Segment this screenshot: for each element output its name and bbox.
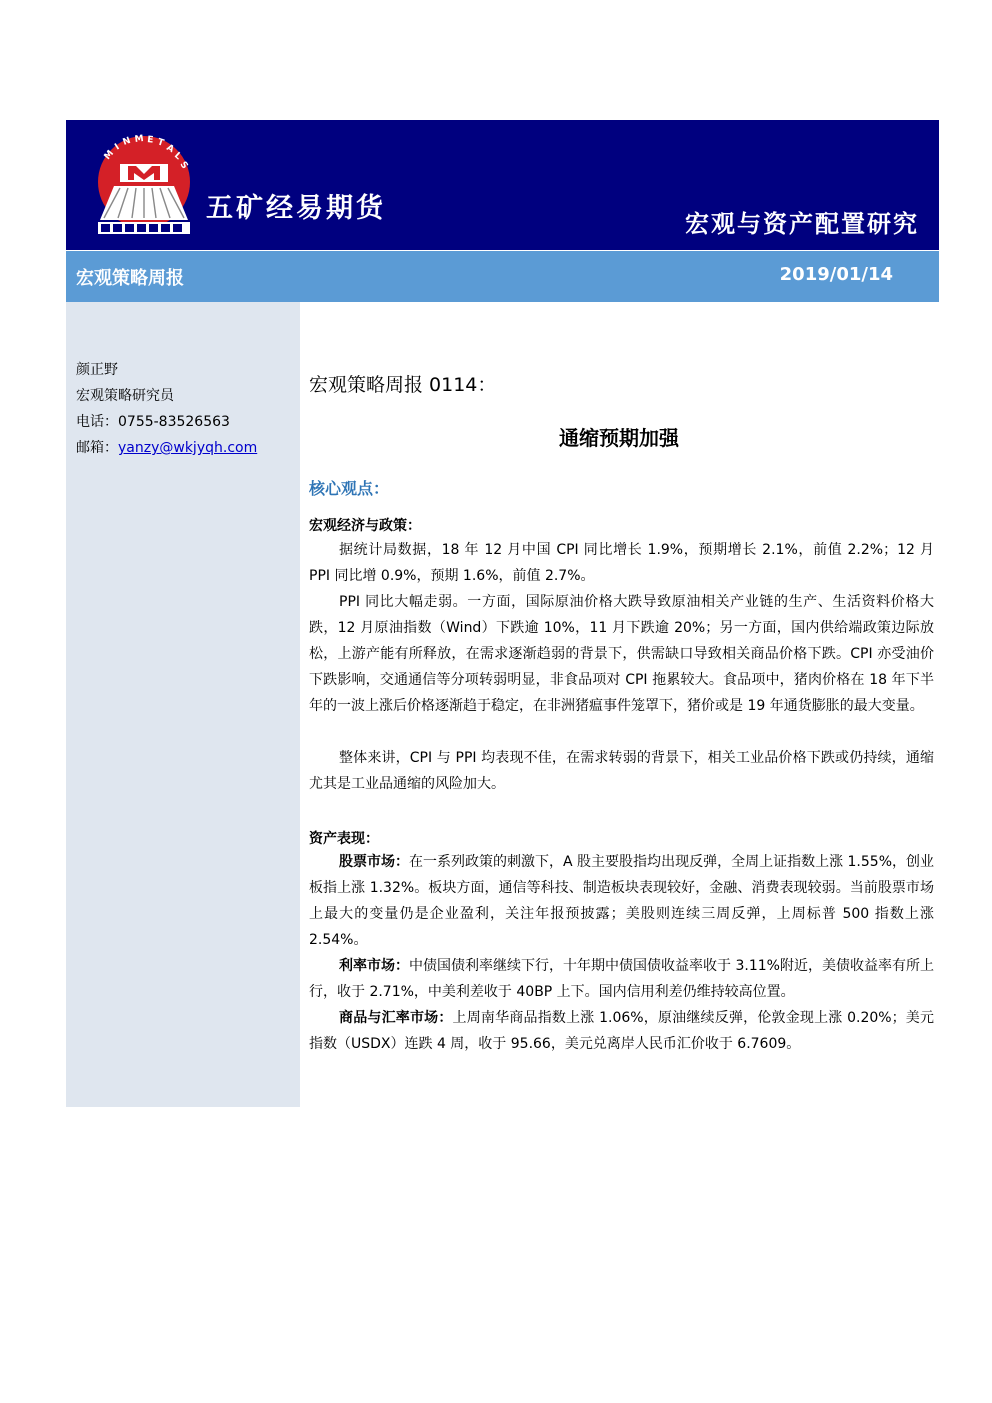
svg-text:M: M: [102, 148, 117, 162]
svg-text:S: S: [177, 159, 190, 172]
minmetals-logo-icon: [90, 130, 198, 238]
report-type: 宏观策略周报: [76, 268, 184, 289]
header-banner: [66, 120, 939, 250]
svg-text:I: I: [113, 142, 122, 153]
stock-market-text: 在一系列政策的刺激下，A 股主要股指均出现反弹，全周上证指数上涨 1.55%，创业板指上涨 1.32%。板块方面，通信等科技、制造板块表现较好，金融、消费表现较弱。当前股票市场上最大的变量仍是企业盈利，关注年报预披露；美股则连续三周反弹，上周标普 500 指数上涨 2.54%。: [309, 854, 935, 948]
rate-market-paragraph: [309, 953, 934, 1005]
report-title: 宏观策略周报 0114：: [309, 374, 497, 396]
division-title: 宏观与资产配置研究: [685, 210, 919, 238]
svg-text:E: E: [146, 135, 154, 146]
commodity-fx-label: 商品与汇率市场：: [339, 1010, 453, 1026]
rate-market-text: 中债国债利率继续下行，十年期中债国债收益率收于 3.11%附近，美债收益率有所上行，收于 2.71%，中美利差收于 40BP 上下。国内信用利差仍维持较高位置。: [309, 958, 934, 1000]
stock-market-paragraph: [309, 849, 934, 953]
email-link[interactable]: yanzy@wkjyqh.com: [118, 440, 258, 456]
rate-market-label: 利率市场：: [339, 958, 410, 974]
svg-text:L: L: [171, 150, 183, 163]
svg-text:T: T: [156, 137, 166, 149]
company-name: 五矿经易期货: [206, 193, 386, 224]
author-phone: [76, 411, 230, 431]
author-name: 颜正野: [76, 362, 118, 378]
report-subheader: [66, 250, 939, 302]
headline: 通缩预期加强: [559, 426, 679, 450]
svg-text:M: M: [134, 133, 145, 145]
svg-text:N: N: [121, 135, 133, 148]
macro-paragraph-2: PPI 同比大幅走弱。一方面，国际原油价格大跌导致原油相关产业链的生产、生活资料价格大跌，12 月原油指数（Wind）下跌逾 10%，11 月下跌逾 20%；另一方面，国内供给端政策边际放松，上游产能有所释放，在需求逐渐趋弱的背景下，供需缺口导致相关商品价格下跌。CPI 亦受油价下跌影响，交通通信等分项转弱明显，非食品项对 CPI 拖累较大。食品项中，猪肉价格在 18 年下半年的一波上涨后价格逐渐趋于稳定，在非洲猪瘟事件笼罩下，猪价或是 19 年通货膨胀的最大变量。: [309, 594, 934, 714]
macro-paragraph-1: 据统计局数据，18 年 12 月中国 CPI 同比增长 1.9%，预期增长 2.1%，前值 2.2%；12 月 PPI 同比增 0.9%，预期 1.6%，前值 2.7%。: [309, 542, 934, 584]
author-sidebar: [66, 302, 300, 1107]
svg-text:A: A: [164, 142, 176, 156]
macro-section-title: 宏观经济与政策：: [309, 518, 421, 534]
report-date: 2019/01/14: [779, 264, 893, 285]
email-label: 邮箱：: [76, 440, 118, 456]
macro-paragraph-3: 整体来讲，CPI 与 PPI 均表现不佳，在需求转弱的背景下，相关工业品价格下跌或仍持续，通缩尤其是工业品通缩的风险加大。: [309, 750, 934, 792]
stock-market-label: 股票市场：: [339, 854, 410, 870]
author-email: [76, 437, 257, 457]
core-view-heading: 核心观点：: [309, 479, 390, 498]
commodity-fx-paragraph: [309, 1005, 934, 1057]
assets-section-title: 资产表现：: [309, 831, 379, 847]
phone-label: 电话：: [76, 414, 118, 430]
author-title: 宏观策略研究员: [76, 388, 174, 404]
commodity-fx-text: 上周南华商品指数上涨 1.06%，原油继续反弹，伦敦金现上涨 0.20%；美元指数（USDX）连跌 4 周，收于 95.66，美元兑离岸人民币汇价收于 6.7609。: [309, 1010, 934, 1052]
phone-value: 0755-83526563: [118, 414, 230, 430]
